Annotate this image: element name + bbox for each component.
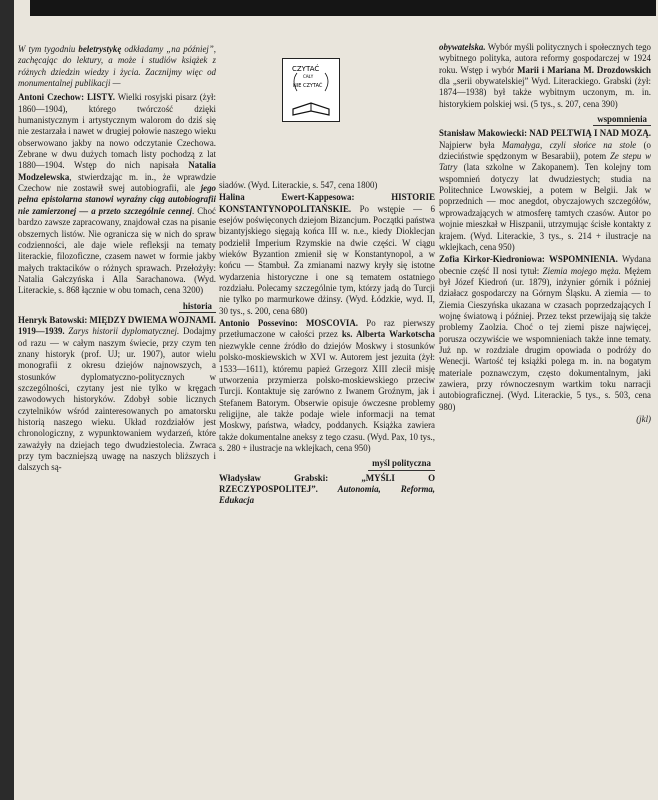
czechow-heading: Antoni Czechow: LISTY. — [18, 92, 116, 103]
possevino-text-2: niezwykle cenne źródło do dziejów Moskwy i stosunków polsko-moskiewskich w XVI w. Autorem jest jezuita (żył: 1533—1611), któremu papież Grzegorz XIII zlecił misję utworzenia przymierza polsko-moskiewskiego przeciw Turcji. Kontaktuje się zarówno z Iwanem Groźnym, jak i Stefanem Batorym. Obserwie opisuje ówczesne problemy religijne, ale także podaje wiele informacji na temat Moskwy, państwa, władcy, poddanych. Książka zawiera także dokumentalne aneksy z tego czasu. (Wyd. Pax, 10 tys., s. 280 + ilustracje na wklejkach, cena 950) — [219, 340, 435, 453]
section-heading-mysl: myśl polityczna — [219, 458, 435, 470]
grabski-subtitle: Autonomia, Reforma, Edukacja — [219, 483, 435, 506]
article-possevino — [219, 318, 435, 454]
article-batowski — [18, 315, 216, 474]
section-heading-wspomnienia: wspomnienia — [439, 114, 651, 126]
article-kiedron — [439, 254, 651, 413]
column-1 — [18, 44, 216, 800]
author-signature: (jkl) — [636, 414, 651, 424]
book-reader-drawing — [283, 59, 339, 121]
ewert-heading: Halina Ewert-Kappesowa: HISTORIE KONSTANTYNOPOLITAŃSKIE. — [219, 192, 435, 214]
makowiecki-text-3: (lata szkolne w Zakopanem). Ten kolejny tom wspomnień dotyczy lat dwudziestych; studia na Politechnice Lwowskiej, a potem w Belgii. Jak w poprzednich — moc anegdot, obyczajowych szczegółów, wprowadzających w atmosferę tamtych czasów. Autor po wojnie mieszkał w Hiszpanii, utrzymując ścisłe kontakty z krajem. (Wyd. Literackie, 3 tys., s. 214 + ilustracje na wklejkach, cena 950) — [439, 162, 651, 252]
possevino-text-1: Po raz pierwszy przetłumaczone w całości przez — [219, 318, 435, 340]
batowski-subtitle: Zarys historii dyplomatycznej. — [64, 326, 180, 337]
grabski-heading: Władysław Grabski: „MYŚLI O RZECZYPOSPOLITEJ”. — [219, 472, 435, 494]
makowiecki-text-1: Najpierw była — [439, 139, 503, 150]
grabski-cont-text-1: Wybór myśli politycznych i społecznych tego wybitnego polityka, autora reformy gospodarczej w 1924 roku. Wstęp i wybór — [439, 42, 651, 75]
illus-label-2: CAŁY — [303, 74, 314, 79]
makowiecki-heading: Stanisław Makowiecki: NAD PELTWIĄ I NAD MOZĄ. — [439, 128, 651, 139]
possevino-translator: ks. Alberta Warkotscha — [341, 329, 435, 340]
makowiecki-text-2: (o dzieciństwie spędzonym w Besarabii), potem — [439, 139, 651, 162]
illus-label-1: CZYTAĆ — [292, 65, 320, 73]
czechow-text-3: . Choć bardzo zawsze zapracowany, znajdował czas na pisanie obszernych listów. Nie ogranicza się w nich do spraw codzienności, ale daje wiele refleksji na tematy literackie, filozoficzne, czasem nawet w formie jakby małych traktacików o różnych sprawach. Przełożyły: Natalia Gałczyńska i Alla Sarachanowa. (Wyd. Literackie, s. 868 łącznie w obu tomach, cena 3200) — [18, 205, 216, 296]
page-edge-bar — [0, 0, 14, 800]
grabski-continuation — [439, 42, 651, 110]
grabski-cont-subtitle: obywatelska. — [439, 42, 486, 52]
czechow-text-1: Wielki rosyjski pisarz (żył: 1860—1904), którego twórczość dzięki humanistycznym i artystycznym walorom do dziś się nie zestarzała i nawet w drugiej połowie naszego wieku obserwowano jakby na nowo odczytanie Czechowa. Zebrane w dwu dużych tomach listy pochodzą z lat 1880—1904. Wstęp do nich napisała — [18, 92, 216, 171]
illus-label-3: NIE CZYTAĆ — [293, 83, 323, 89]
column-2 — [219, 180, 435, 800]
possevino-heading: Antonio Possevino: MOSCOVIA. — [219, 318, 359, 329]
makowiecki-title-1: Mamałyga, czyli słońce na stole — [502, 139, 637, 150]
kiedron-title: Ziemia mojego męża. — [542, 265, 621, 276]
grabski-cont-text-2: dla „serii obywatelskiej” Wyd. Literackiego. Grabski (żył: 1874—1938) był także wybitnym uczonym, m. in. historykiem polskiej wsi. (5 tys., s. 207, cena 390) — [439, 76, 651, 109]
article-ewert — [219, 192, 435, 317]
czechow-quote: jego pełna epistolarna stanowi wyraźny ciąg autobiografii nie zamierzonej — a przeto szczególnie cennej — [18, 183, 216, 216]
ewert-text: Po wstępie — 6 esejów poświęconych dziejom Bizancjum. Początki państwa bizantyjskiego sięgają końca III w. n.e., kiedy Dioklecjan podzielił Imperium Rzymskie na dwie części. W ciągu wieków Byzantion zmienił się w Konstantynopol, a w końcu — Stambuł. Za zmianami nazwy kryły się istotne wydarzenia historyczne i one są tematem ostatniego rozdziału. Polecamy szczególnie tym, którzy jadą do Turcji nie tylko po marmurkowe dżinsy. (Wyd. Łódzkie, wyd. II, 30 tys., s. 200, cena 680) — [219, 203, 435, 316]
article-grabski — [219, 473, 435, 507]
batowski-heading: Henryk Batowski: MIĘDZY DWIEMA WOJNAMI. 1919—1939. — [18, 314, 216, 337]
intro-paragraph — [18, 44, 216, 89]
batowski-text: Dodajmy od razu — w całym naszym świecie, przy czym ten znany historyk (prof. UJ; ur. 1907), autor wielu monografii z okresu dziejów najnowszych, a stosunków dyplomatyczno-politycznych w szczególności, czytany jest nie tylko w kręgach zawodowych historyków. Zdobył sobie licznych czytelników wśród zainteresowanych po amatorsku historią naszego wieku. Układ rozdziałów jest chronologiczny, z wypunktowaniem wydarzeń, które zaważyły na dziejach tego dwudziestolecia. Zwraca przy tym baczniejszą uwagę na naszych bliższych i dalszych są- — [18, 326, 216, 473]
makowiecki-title-2: Ze stepu w Tatry — [439, 151, 651, 173]
czechow-text-2: , stwierdzając m. in., że wprawdzie Czechow nie zostawił swej autobiografii, ale — [18, 171, 216, 194]
column-3 — [439, 42, 651, 800]
article-czechow — [18, 92, 216, 296]
intro-text-2: odkładamy „na później”, zachęcając do lektury, a może i studiów książek z różnych dziedzin wiedzy i życia. Zacznijmy więc od monumentalnej publikacji — — [18, 44, 216, 89]
kiedron-text-1: Wydana obecnie część II nosi tytuł: — [439, 254, 651, 276]
article-makowiecki — [439, 128, 651, 253]
cartoon-illustration — [282, 58, 340, 122]
header-rule — [30, 0, 656, 16]
intro-emphasis: beletrystykę — [78, 44, 122, 54]
kiedron-heading: Zofia Kirkor-Kiedroniowa: WSPOMNIENIA. — [439, 254, 618, 265]
kiedron-text-2: Mężem był Józef Kiedroń (ur. 1879), inżynier górnik i później działacz gospodarczy na Górnym Śląsku. A ziemia — to Ziemia Cieszyńska ukazana w czasach poprzedzających I wojnę światową i później. Przez tekst przewijają się także problemy Zaolzia. Choć o tej ziemi pisze najwięcej, porusza oczywiście we wspomnieniach także inne tematy. Już np. w rozdziale drugim opowiada o podróży do Wenecji. Wartość tej książki polega m. in. na bogatym materiale poznawczym, często dokumentalnym, jaki zawiera, przy równoczesnym wartkim toku narracji autobiograficznej. (Wyd. Literackie, 5 tys., s. 503, cena 980) — [439, 265, 651, 412]
czechow-name: Natalia Modzelewska — [18, 160, 216, 182]
grabski-cont-editors: Marii i Mariana M. Drozdowskich — [517, 64, 651, 75]
batowski-continuation: siadów. (Wyd. Literackie, s. 547, cena 1800) — [219, 180, 378, 190]
intro-text-1: W tym tygodniu — [18, 44, 79, 54]
section-heading-historia: historia — [18, 301, 216, 313]
